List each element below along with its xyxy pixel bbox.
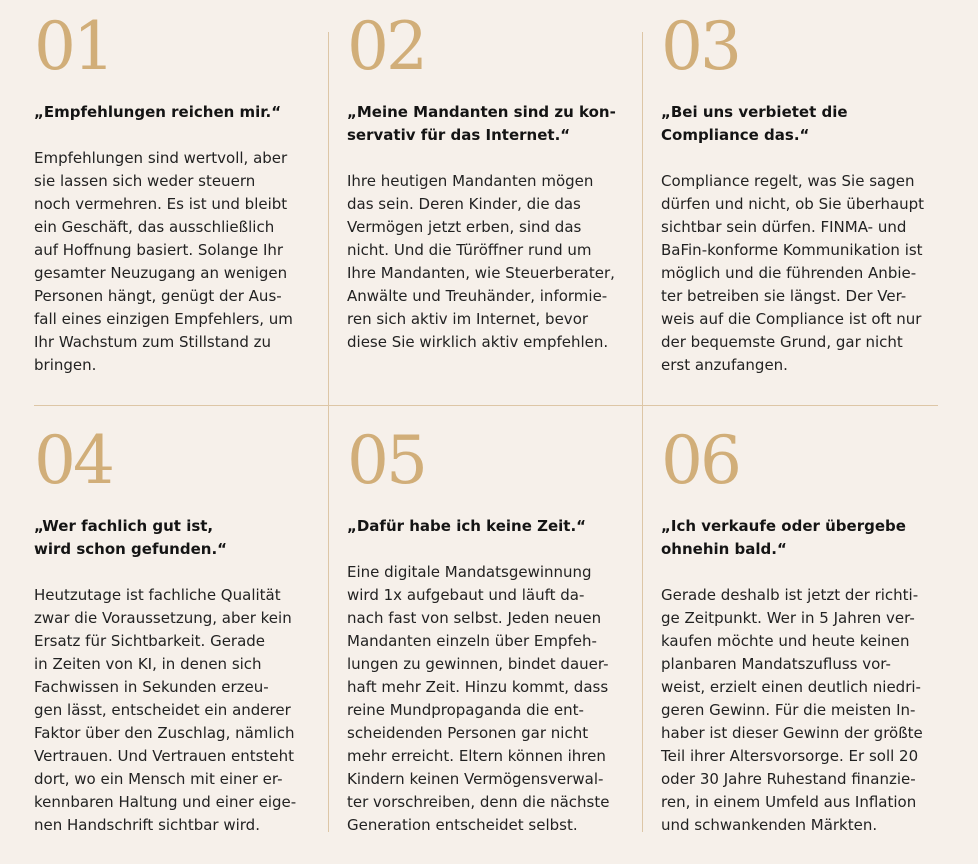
card-body: Ihre heutigen Mandanten mögen das sein. Deren Kinder, die das Vermögen jetzt erben, sind das nicht. Und die Türöffner rund um Ihre Mandanten, wie Steuerberater, Anwälte und Treuhänder, informie- ren sich aktiv im Internet, bevor diese Sie wirklich aktiv empfehlen. (347, 172, 615, 351)
card-number: 05 (347, 422, 425, 499)
card-number: 04 (34, 422, 112, 499)
card-number: 01 (34, 8, 112, 85)
card-body: Compliance regelt, was Sie sagen dürfen und nicht, ob Sie überhaupt sichtbar sein dürfen. FINMA- und BaFin-konforme Kommunikation ist möglich und die führenden Anbie- ter betreiben sie längst. Der Ver- weis auf die Compliance ist oft nur der bequemste Grund, gar nicht erst anzufangen. (661, 172, 925, 374)
card-body: Gerade deshalb ist jetzt der richti- ge Zeitpunkt. Wer in 5 Jahren ver- kaufen möchte und heute keinen planbaren Mandatszufluss vor- weist, erzielt einen deutlich niedri- geren Gewinn. Für die meisten In- haber ist dieser Gewinn der größte Teil ihrer Altersvorsorge. Er soll 20 oder 30 Jahre Ruhestand finanzie- ren, in einem Umfeld aus Inflation und schwankenden Märkten. (661, 586, 923, 834)
card-heading: „Meine Mandanten sind zu kon- servativ für das Internet.“ (347, 103, 616, 144)
card-number: 06 (661, 422, 739, 499)
column-divider-1 (328, 32, 329, 832)
card-body: Heutzutage ist fachliche Qualität zwar die Voraussetzung, aber kein Ersatz für Sichtbarkeit. Gerade in Zeiten von KI, in denen sich Fachwissen in Sekunden erzeu- gen lässt, entscheidet ein anderer Faktor über den Zuschlag, nämlich Vertrauen. Und Vertrauen entsteht dort, wo ein Mensch mit einer er- kennbaren Haltung und einer eige- nen Handschrift sichtbar wird. (34, 586, 297, 834)
card-heading: „Wer fachlich gut ist, wird schon gefunden.“ (34, 517, 228, 558)
card-heading: „Dafür habe ich keine Zeit.“ (347, 517, 587, 535)
card-body: Eine digitale Mandatsgewinnung wird 1x aufgebaut und läuft da- nach fast von selbst. Jeden neuen Mandanten einzeln über Empfeh- lungen zu gewinnen, bindet dauer- haft mehr Zeit. Hinzu kommt, dass reine Mundpropaganda die ent- scheidenden Personen gar nicht mehr erreicht. Eltern können ihren Kindern keinen Vermögensverwal- ter vorschreiben, denn die nächste Generation entscheidet selbst. (347, 563, 610, 834)
row-divider (34, 405, 938, 406)
card-heading: „Ich verkaufe oder übergebe ohnehin bald.“ (661, 517, 906, 558)
column-divider-2 (642, 32, 643, 832)
card-heading: „Bei uns verbietet die Compliance das.“ (661, 103, 848, 144)
card-heading: „Empfehlungen reichen mir.“ (34, 103, 282, 121)
card-number: 02 (347, 8, 425, 85)
card-number: 03 (661, 8, 739, 85)
card-body: Empfehlungen sind wertvoll, aber sie lassen sich weder steuern noch vermehren. Es ist und bleibt ein Geschäft, das ausschließlich auf Hoffnung basiert. Solange Ihr gesamter Neuzugang an wenigen Personen hängt, genügt der Aus- fall eines einzigen Empfehlers, um Ihr Wachstum zum Stillstand zu bringen. (34, 149, 293, 374)
